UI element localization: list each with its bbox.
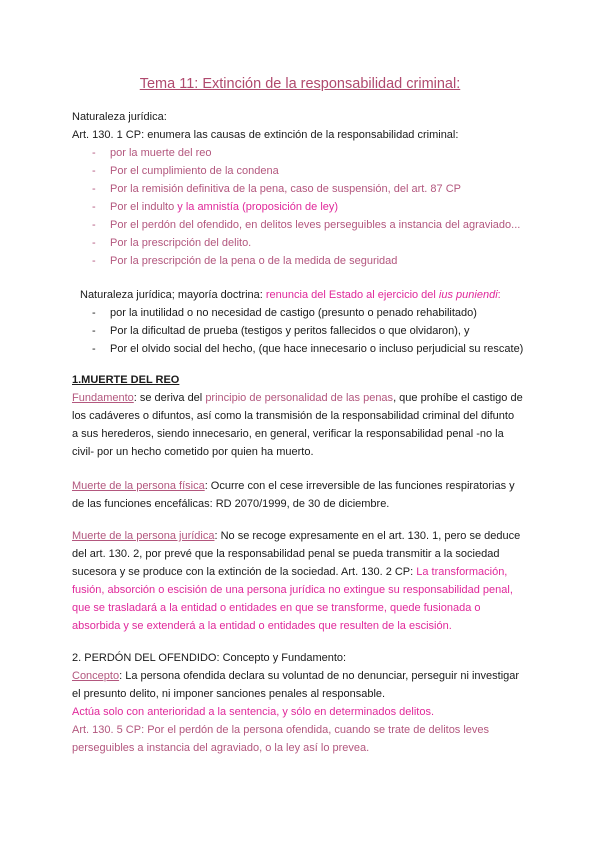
doctrina-list [72,304,542,358]
fundamento-line: a sus herederos, siendo innecesario, en general, verificar la responsabilidad penal -no la [72,428,504,440]
fisica-label: Muerte de la persona física [72,480,205,492]
naturaleza-intro: Art. 130. 1 CP: enumera las causas de extinción de la responsabilidad criminal: [72,129,459,141]
list-item: - Por la prescripción de la pena o de la medida de seguridad [72,252,542,270]
muerte-section [72,371,542,461]
list-item: - Por la prescripción del delito. [72,234,542,252]
perdon-section: 2. PERDÓN DEL OFENDIDO: Concepto y Fundamento: Concepto: La persona ofendida declara su voluntad de no denunciar, perseguir ni investigar el presunto delito, ni imponer sanciones penales al responsable. Actúa solo con anterioridad a la sentencia, y sólo en determinados delitos. Art. 130. 5 CP: Por el perdón de la persona ofendida, cuando se trate de delitos leves perseguibles a instancia del agraviado, o la ley así lo prevea. [72,649,542,757]
section-heading: 2. PERDÓN DEL OFENDIDO: Concepto y Fundamento: [72,652,347,664]
juridica-section: Muerte de la persona jurídica: No se recoge expresamente en el art. 130. 1, pero se deduce del art. 130. 2, por prevé que la responsabilidad penal se pueda transmitir a la sociedad sucesora y se produce con la extinción de la sociedad. Art. 130. 2 CP: La transformación, fusión, absorción o escisión de una persona jurídica no extingue su responsabilidad penal, que se trasladará a la entidad o entidades en que se transforme, quede fusionada o absorbida y se extenderá a la entidad o entidades que resulten de la escisión. [72,530,521,632]
fundamento-label: Fundamento [72,392,134,404]
list-item: - Por el olvido social del hecho, (que hace innecesario o incluso perjudicial su rescate) [72,340,542,358]
list-item: - Por el cumplimiento de la condena [72,162,542,180]
list-item: - Por la remisión definitiva de la pena, caso de suspensión, del art. 87 CP [72,180,542,198]
section-heading: 1.MUERTE DEL REO [72,374,180,386]
fundamento-line: los cadáveres o difuntos, así como la transmisión de la responsabilidad criminal del difunto [72,410,515,422]
naturaleza-heading: Naturaleza jurídica: [72,111,167,123]
fundamento-line: civil- por un hecho cometido por quien ha muerto. [72,446,314,458]
list-item: - Por el perdón del ofendido, en delitos leves perseguibles a instancia del agraviado... [72,216,542,234]
list-item: - por la inutilidad o no necesidad de castigo (presunto o penado rehabilitado) [72,304,542,322]
fisica-section: Muerte de la persona física: Ocurre con el cese irreversible de las funciones respiratorias y de las funciones encefálicas: RD 2070/1999, de 30 de diciembre. [72,480,515,510]
doctrina-section [72,286,542,358]
list-item: - Por la dificultad de prueba (testigos y peritos fallecidos o que olvidaron), y [72,322,542,340]
list-item: - por la muerte del reo [72,144,542,162]
list-item: - Por el indulto y la amnistía (proposición de ley) [72,198,542,216]
naturaleza-section [72,108,542,270]
page-title: Tema 11: Extinción de la responsabilidad criminal: [139,76,461,92]
concepto-label: Concepto [72,670,120,682]
fundamento-line: Fundamento: se deriva del principio de personalidad de las penas, que prohíbe el castigo de [72,392,523,404]
doctrina-line: Naturaleza jurídica; mayoría doctrina: renuncia del Estado al ejercicio del ius puniendi: [80,289,501,301]
juridica-label: Muerte de la persona jurídica [72,530,215,542]
causas-list [72,144,542,270]
